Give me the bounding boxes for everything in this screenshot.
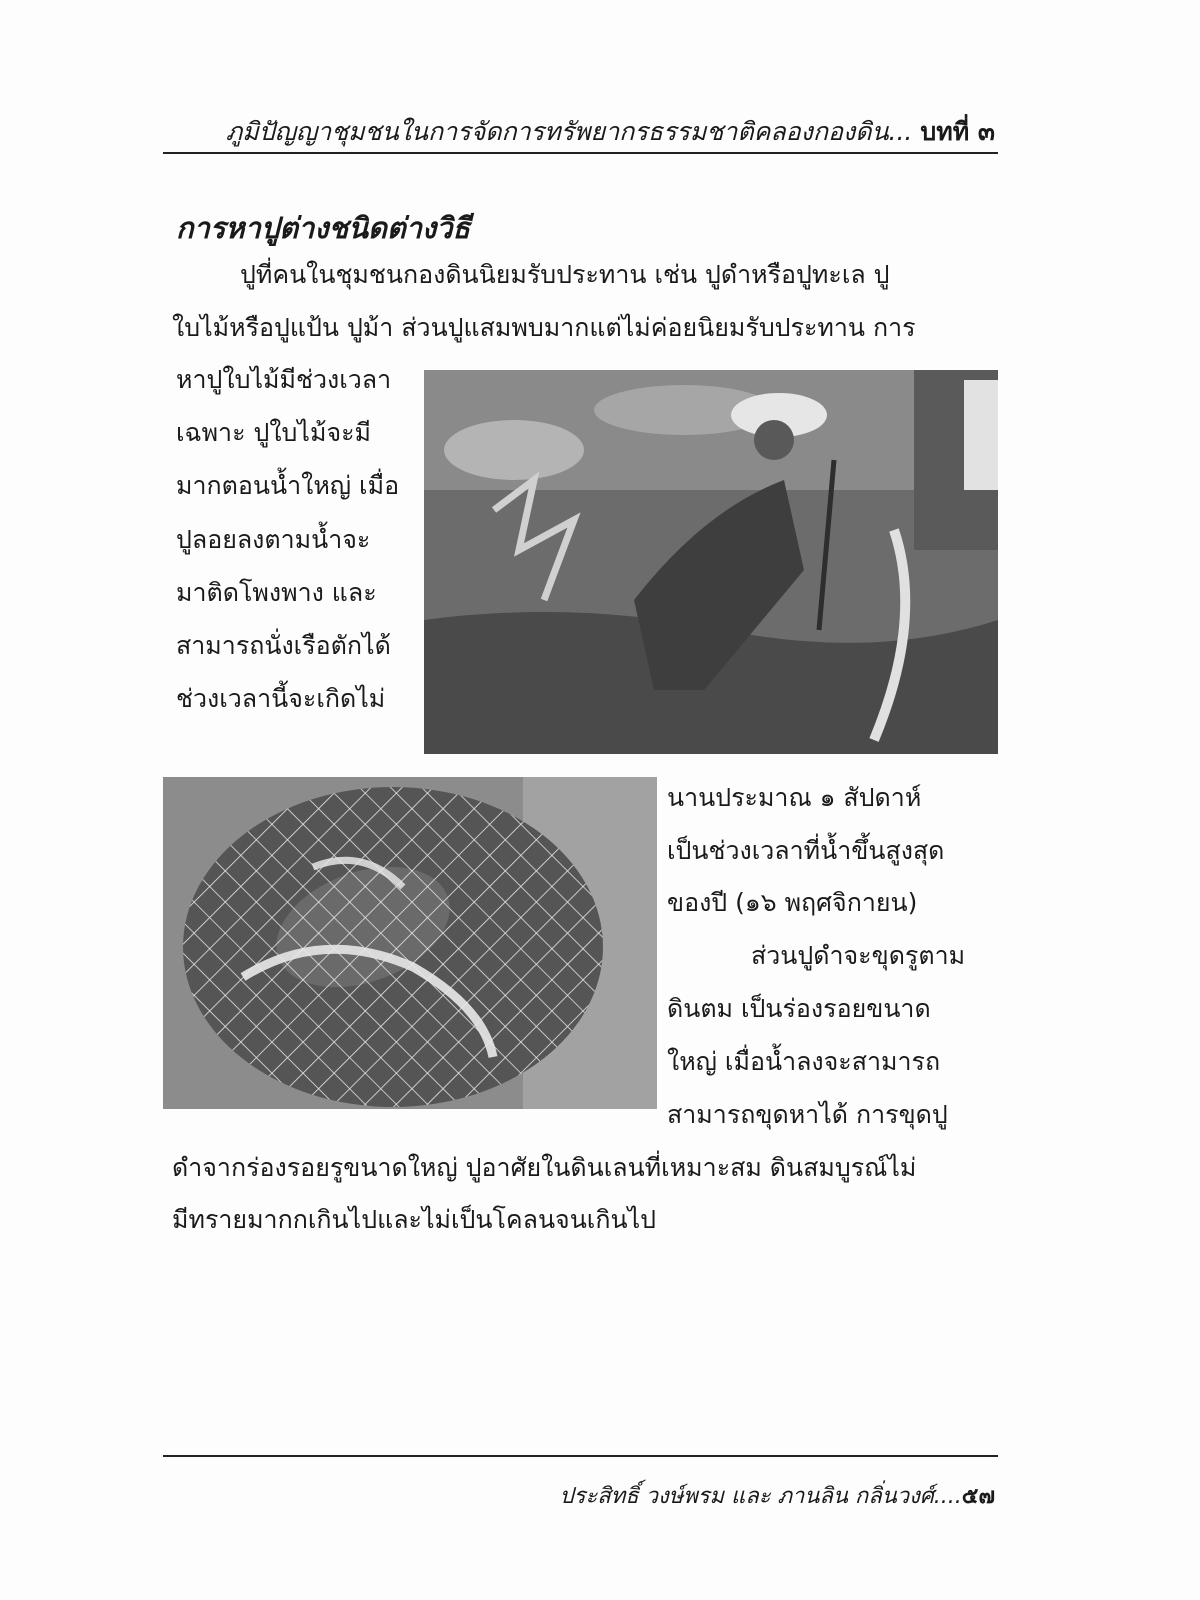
page-number: ๕๗	[961, 1484, 995, 1509]
paragraph-line: ช่วงเวลานี้จะเกิดไม่	[176, 684, 386, 713]
running-title: ภูมิปัญญาชุมชนในการจัดการทรัพยากรธรรมชาติคลองกองดิน...	[225, 117, 913, 146]
paragraph-line: มาติดโพงพาง และ	[176, 578, 377, 607]
paragraph-line: สามารถขุดหาได้ การขุดปู	[667, 1100, 948, 1129]
header-rule	[163, 152, 998, 154]
paragraph-line: เป็นช่วงเวลาที่น้ำขึ้นสูงสุด	[667, 836, 945, 865]
paragraph-line: เฉพาะ ปูใบไม้จะมี	[176, 418, 372, 447]
footer-rule	[163, 1455, 998, 1457]
paragraph-line: สามารถนั่งเรือตักได้	[176, 631, 391, 660]
paragraph-line: ของปี (๑๖ พฤศจิกายน)	[667, 888, 918, 917]
paragraph-line: นานประมาณ ๑ สัปดาห์	[667, 783, 922, 812]
paragraph-line: ดำจากร่องรอยรูขนาดใหญ่ ปูอาศัยในดินเลนที่เหมาะสม ดินสมบูรณ์ไม่	[172, 1153, 917, 1182]
chapter-label: บทที่ ๓	[920, 117, 995, 146]
section-title: การหาปูต่างชนิดต่างวิธี	[176, 211, 471, 245]
paragraph-line: มีทรายมากกเกินไปและไม่เป็นโคลนจนเกินไป	[172, 1205, 657, 1234]
page-footer	[560, 1478, 995, 1513]
photo-crabs-in-net	[163, 777, 657, 1109]
paragraph-line: มากตอนน้ำใหญ่ เมื่อ	[176, 471, 400, 500]
paragraph-line: ดินตม เป็นร่องรอยขนาด	[667, 994, 931, 1023]
paragraph-line: ใบไม้หรือปูแป้น ปูม้า ส่วนปูแสมพบมากแต่ไม่ค่อยนิยมรับประทาน การ	[172, 313, 916, 342]
paragraph-line: ใหญ่ เมื่อน้ำลงจะสามารถ	[667, 1047, 941, 1076]
paragraph-line: ปูลอยลงตามน้ำจะ	[176, 525, 371, 554]
paragraph-line: หาปูใบไม้มีช่วงเวลา	[176, 365, 392, 394]
paragraph-line: ปูที่คนในชุมชนกองดินนิยมรับประทาน เช่น ปูดำหรือปูทะเล ปู	[240, 260, 890, 289]
footer-authors: ประสิทธิ์ วงษ์พรม และ ภานลิน กลิ่นวงศ์....	[559, 1484, 962, 1509]
running-header	[226, 112, 995, 152]
photo-man-digging-mud	[424, 370, 998, 754]
paragraph-line: ส่วนปูดำจะขุดรูตาม	[751, 941, 966, 970]
